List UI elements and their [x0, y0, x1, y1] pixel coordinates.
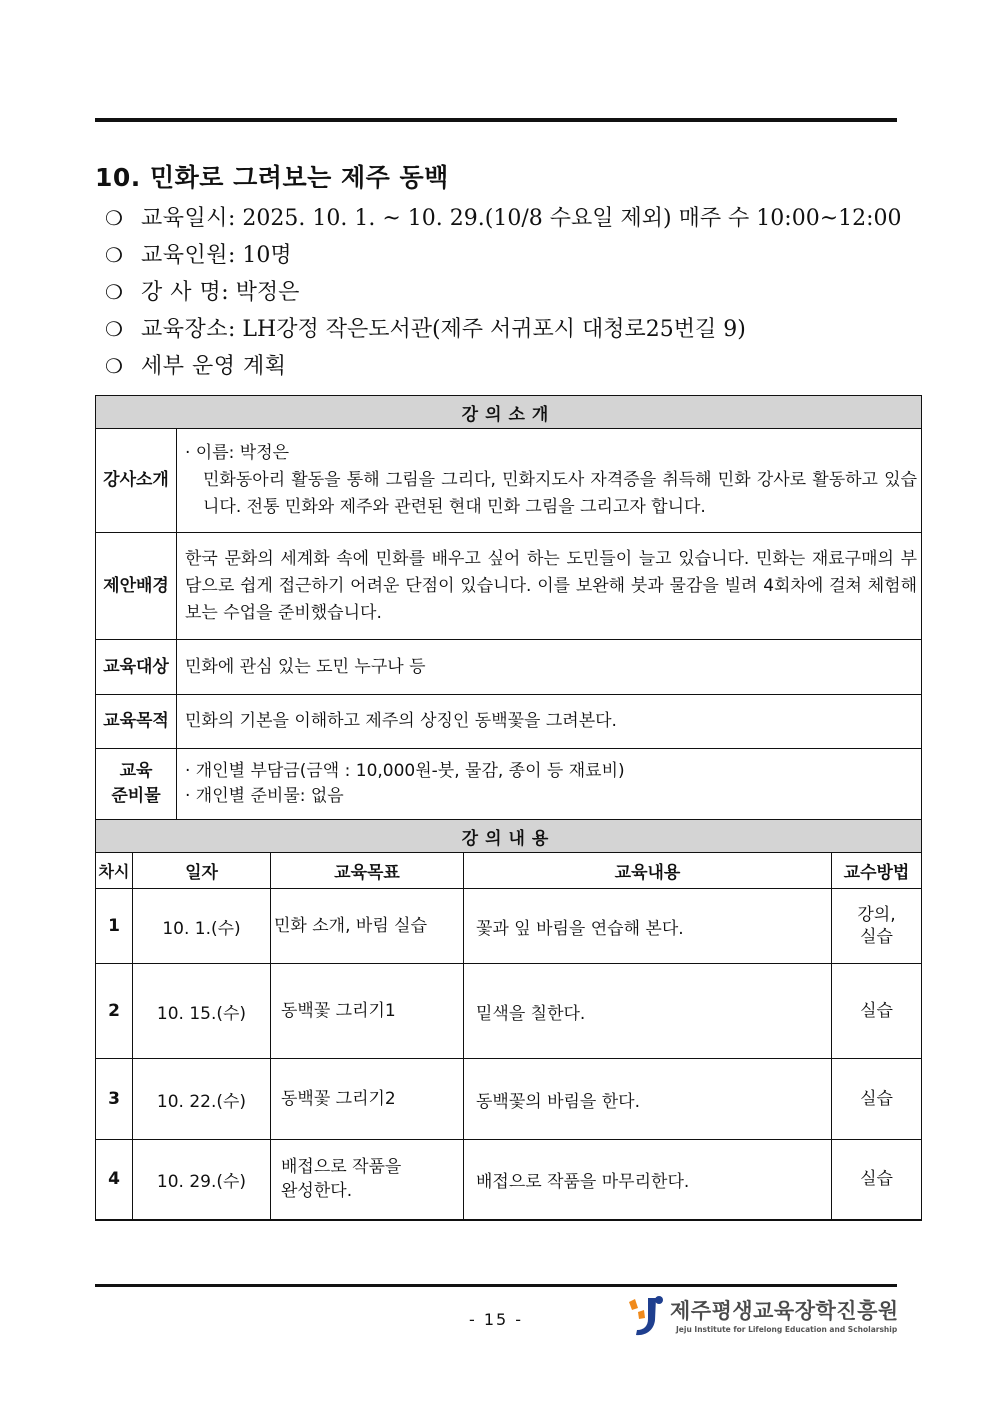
circle-bullet-icon: ❍ — [105, 243, 123, 267]
column-header: 교수방법 — [832, 853, 922, 889]
summary-item-capacity: ❍ 교육인원: 10명 — [105, 237, 905, 274]
table-row: 4 10. 29.(수) 배접으로 작품을 완성한다. 배접으로 작품을 마무리한다. 실습 — [96, 1140, 922, 1220]
header-rule — [95, 118, 897, 122]
org-name-kr: 제주평생교육장학진흥원 — [670, 1299, 899, 1323]
prep-label: 교육 준비물 — [96, 749, 177, 820]
org-logo-icon — [626, 1294, 664, 1338]
column-header: 차시 — [96, 853, 133, 889]
goal-label: 교육목적 — [96, 695, 177, 749]
circle-bullet-icon: ❍ — [105, 206, 123, 230]
circle-bullet-icon: ❍ — [105, 354, 123, 378]
page-number: - 15 - — [468, 1310, 524, 1329]
summary-list — [105, 200, 905, 385]
background-label: 제안배경 — [96, 533, 177, 640]
footer-rule — [95, 1284, 897, 1287]
table-row: 2 10. 15.(수) 동백꽃 그리기1 밑색을 칠한다. 실습 — [96, 964, 922, 1059]
background-content: 한국 문화의 세계화 속에 민화를 배우고 싶어 하는 도민들이 늘고 있습니다. 민화는 재료구매의 부담으로 쉽게 접근하기 어려운 단점이 있습니다. 이를 보완해 붓과 물감을 빌려 4회차에 걸쳐 체험해 보는 수업을 준비했습니다. — [177, 533, 922, 640]
table-row: 3 10. 22.(수) 동백꽃 그리기2 동백꽃의 바림을 한다. 실습 — [96, 1059, 922, 1140]
org-name-en: Jeju Institute for Lifelong Education and Scholarship — [676, 1325, 898, 1334]
summary-item-location: ❍ 교육장소: LH강정 작은도서관(제주 서귀포시 대청로25번길 9) — [105, 311, 905, 348]
target-label: 교육대상 — [96, 640, 177, 695]
prep-content: · 개인별 부담금(금액 : 10,000원-붓, 물감, 종이 등 재료비) · 개인별 준비물: 없음 — [177, 749, 922, 820]
course-plan-table — [95, 395, 922, 1221]
column-header: 일자 — [133, 853, 271, 889]
summary-item-instructor: ❍ 강 사 명: 박정은 — [105, 274, 905, 311]
summary-item-date: ❍ 교육일시: 2025. 10. 1. ~ 10. 29.(10/8 수요일 제외) 매주 수 10:00~12:00 — [105, 200, 905, 237]
column-header: 교육내용 — [464, 853, 832, 889]
content-heading: 강의내용 — [96, 820, 922, 853]
summary-item-plan: ❍ 세부 운영 계획 — [105, 348, 905, 385]
intro-heading: 강의소개 — [96, 396, 922, 429]
section-title: 10. 민화로 그려보는 제주 동백 — [95, 163, 449, 192]
org-logo — [626, 1294, 899, 1340]
circle-bullet-icon: ❍ — [105, 317, 123, 341]
instructor-label: 강사소개 — [96, 429, 177, 533]
table-row: 1 10. 1.(수) 민화 소개, 바림 실습 꽃과 잎 바림을 연습해 본다. 강의, 실습 — [96, 889, 922, 964]
goal-content: 민화의 기본을 이해하고 제주의 상징인 동백꽃을 그려본다. — [177, 695, 922, 749]
instructor-content: · 이름: 박정은 민화동아리 활동을 통해 그림을 그리다, 민화지도사 자격증을 취득해 민화 강사로 활동하고 있습니다. 전통 민화와 제주와 관련된 현대 민화 그림을 그리고자 합니다. — [177, 429, 922, 533]
target-content: 민화에 관심 있는 도민 누구나 등 — [177, 640, 922, 695]
column-header: 교육목표 — [271, 853, 464, 889]
circle-bullet-icon: ❍ — [105, 280, 123, 304]
